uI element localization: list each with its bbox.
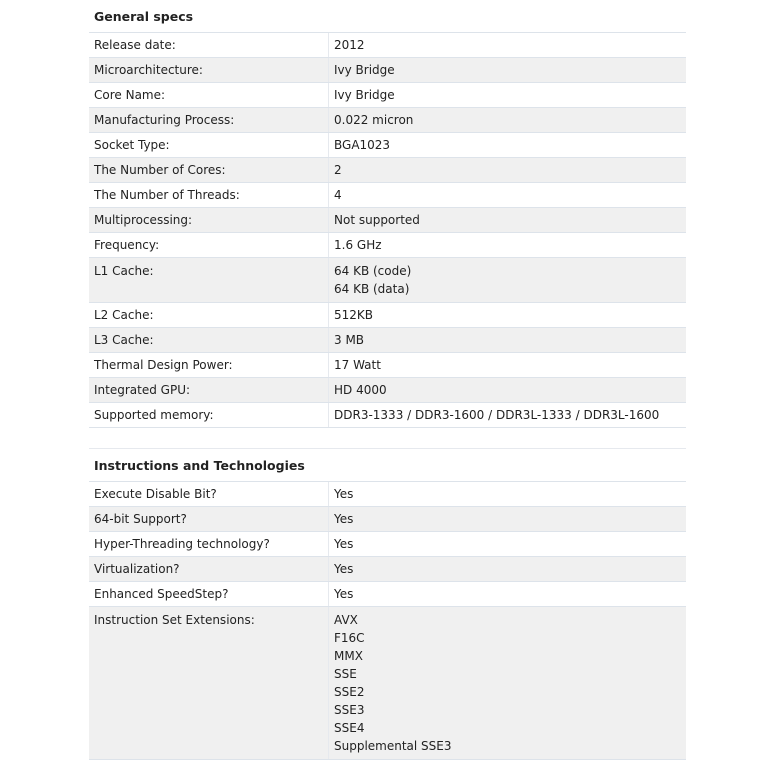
row-label: Manufacturing Process: (89, 108, 329, 133)
table-row (89, 233, 686, 258)
instructions-table (89, 448, 686, 760)
table-row (89, 482, 686, 507)
row-value: 3 MB (329, 328, 687, 353)
section-header (89, 449, 686, 482)
table-row (89, 353, 686, 378)
row-value: 17 Watt (329, 353, 687, 378)
row-value: 2012 (329, 33, 687, 58)
value-line: AVX (334, 613, 358, 627)
row-value: 1.6 GHz (329, 233, 687, 258)
row-label: Multiprocessing: (89, 208, 329, 233)
row-value: 0.022 micron (329, 108, 687, 133)
table-row (89, 378, 686, 403)
value-line: SSE4 (334, 721, 365, 735)
row-label: The Number of Cores: (89, 158, 329, 183)
row-value (329, 258, 687, 303)
table-row (89, 208, 686, 233)
section-title: Instructions and Technologies (89, 449, 686, 482)
row-value: Yes (329, 482, 687, 507)
row-label: L3 Cache: (89, 328, 329, 353)
row-value: BGA1023 (329, 133, 687, 158)
row-value: DDR3-1333 / DDR3-1600 / DDR3L-1333 / DDR3L-1600 (329, 403, 687, 428)
value-line: SSE2 (334, 685, 365, 699)
value-line: MMX (334, 649, 363, 663)
table-row (89, 133, 686, 158)
row-label: Release date: (89, 33, 329, 58)
row-value: Yes (329, 582, 687, 607)
row-value: HD 4000 (329, 378, 687, 403)
table-row (89, 108, 686, 133)
general-specs-table (89, 0, 686, 428)
row-label: Integrated GPU: (89, 378, 329, 403)
row-label: Enhanced SpeedStep? (89, 582, 329, 607)
table-row (89, 158, 686, 183)
table-row (89, 303, 686, 328)
value-line: F16C (334, 631, 365, 645)
table-row (89, 557, 686, 582)
row-value: Ivy Bridge (329, 58, 687, 83)
row-value: 2 (329, 158, 687, 183)
table-row (89, 507, 686, 532)
row-label: Microarchitecture: (89, 58, 329, 83)
row-value: Yes (329, 532, 687, 557)
value-line: 64 KB (data) (334, 282, 410, 296)
row-value: Not supported (329, 208, 687, 233)
row-label: Execute Disable Bit? (89, 482, 329, 507)
table-row (89, 258, 686, 303)
row-value: Yes (329, 557, 687, 582)
row-label: Frequency: (89, 233, 329, 258)
row-label: Hyper-Threading technology? (89, 532, 329, 557)
value-line: SSE3 (334, 703, 365, 717)
section-header (89, 0, 686, 33)
row-label: L2 Cache: (89, 303, 329, 328)
table-row (89, 83, 686, 108)
table-row (89, 328, 686, 353)
row-label: 64-bit Support? (89, 507, 329, 532)
row-value (329, 607, 687, 760)
section-title: General specs (89, 0, 686, 33)
table-row (89, 33, 686, 58)
row-label: L1 Cache: (89, 258, 329, 303)
table-row (89, 403, 686, 428)
row-label: Socket Type: (89, 133, 329, 158)
row-label: Instruction Set Extensions: (89, 607, 329, 760)
row-value: Yes (329, 507, 687, 532)
table-row (89, 183, 686, 208)
row-label: Virtualization? (89, 557, 329, 582)
table-row (89, 582, 686, 607)
value-line: 64 KB (code) (334, 264, 412, 278)
table-row (89, 532, 686, 557)
row-label: Thermal Design Power: (89, 353, 329, 378)
row-value: 512KB (329, 303, 687, 328)
row-label: Core Name: (89, 83, 329, 108)
row-label: Supported memory: (89, 403, 329, 428)
table-row (89, 607, 686, 760)
value-line: Supplemental SSE3 (334, 739, 452, 753)
row-value: 4 (329, 183, 687, 208)
row-value: Ivy Bridge (329, 83, 687, 108)
row-label: The Number of Threads: (89, 183, 329, 208)
table-row (89, 58, 686, 83)
value-line: SSE (334, 667, 357, 681)
